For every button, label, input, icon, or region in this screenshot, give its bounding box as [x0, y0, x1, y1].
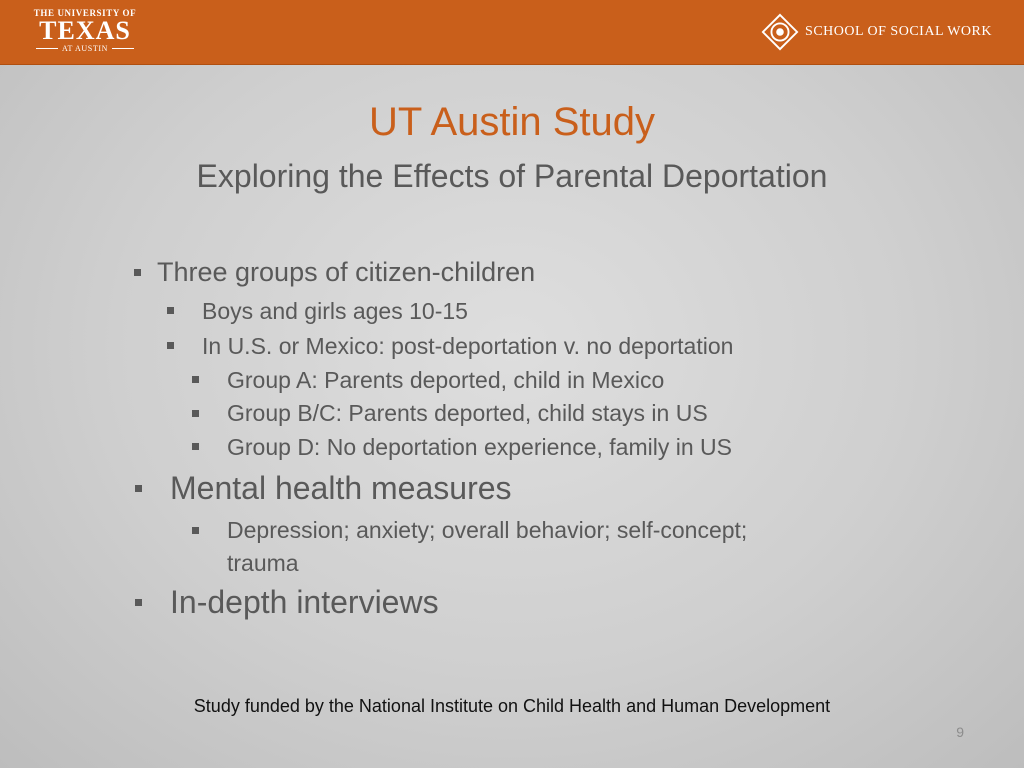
- logo-rule-left: [36, 48, 58, 49]
- logo-rule-right: [112, 48, 134, 49]
- header-bar: [0, 0, 1024, 65]
- bullet-marker: [135, 599, 142, 606]
- bullet-marker: [192, 443, 199, 450]
- bullet-marker: [167, 307, 174, 314]
- bullet-marker: [167, 342, 174, 349]
- school-emblem-icon: [761, 13, 799, 51]
- bullet-item: Group B/C: Parents deported, child stays in US: [227, 400, 708, 426]
- bullet-marker: [192, 376, 199, 383]
- bullet-item: Boys and girls ages 10-15: [202, 298, 468, 324]
- school-of-social-work-logo: [761, 12, 992, 52]
- page-number: 9: [956, 724, 964, 740]
- slide-subtitle: Exploring the Effects of Parental Deportation: [196, 158, 828, 194]
- bullet-item: Group D: No deportation experience, family in US: [227, 434, 732, 460]
- logo-bottom: [30, 44, 140, 53]
- bullet-item: Group A: Parents deported, child in Mexico: [227, 367, 665, 393]
- funding-footnote: Study funded by the National Institute on Child Health and Human Development: [193, 696, 831, 716]
- bullet-item: Three groups of citizen-children: [157, 257, 536, 287]
- bullet-item-continuation: trauma: [227, 550, 299, 576]
- logo-top-text: THE UNIVERSITY OF: [33, 8, 137, 18]
- logo-bottom-text: AT AUSTIN: [62, 44, 108, 53]
- ut-austin-logo: [30, 8, 140, 53]
- bullet-item: Mental health measures: [170, 470, 512, 506]
- bullet-item: In U.S. or Mexico: post-deportation v. no deportation: [202, 333, 734, 359]
- bullet-marker: [192, 410, 199, 417]
- school-name: SCHOOL OF SOCIAL WORK: [805, 24, 992, 39]
- logo-main-text: TEXAS: [39, 16, 131, 45]
- bullet-item: In-depth interviews: [170, 584, 439, 620]
- bullet-item: Depression; anxiety; overall behavior; self-concept;: [227, 517, 748, 543]
- bullet-marker: [192, 527, 199, 534]
- bullet-marker: [135, 485, 142, 492]
- bullet-marker: [134, 269, 141, 276]
- slide-title: UT Austin Study: [368, 100, 656, 144]
